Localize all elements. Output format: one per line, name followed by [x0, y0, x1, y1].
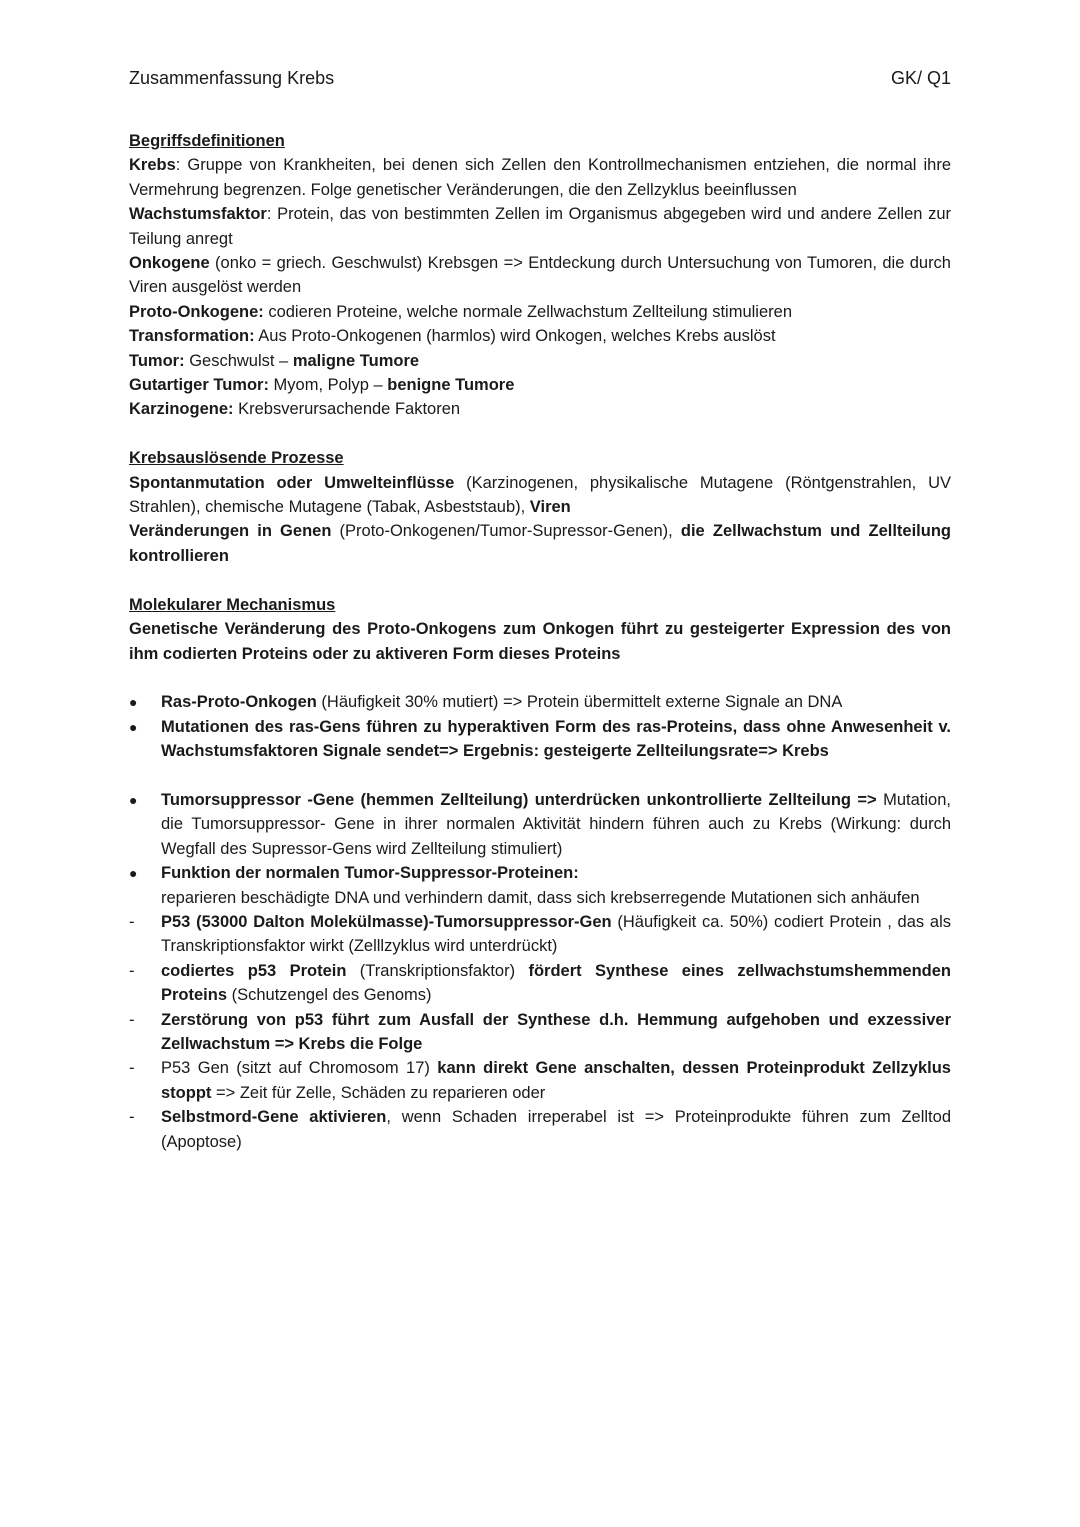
list-item: - P53 (53000 Dalton Molekülmasse)-Tumorsuppressor-Gen (Häufigkeit ca. 50%) codiert Protein , das als Transkriptionsfaktor wirkt (Zelllzyklus wird unterdrückt)	[129, 910, 951, 959]
definition-wachstumsfaktor: Wachstumsfaktor: Protein, das von bestimmten Zellen im Organismus abgegeben wird und andere Zellen zur Teilung anregt	[129, 205, 951, 248]
dash-icon: -	[129, 1059, 135, 1078]
process-veraenderungen: Veränderungen in Genen (Proto-Onkogenen/Tumor-Supressor-Genen), die Zellwachstum und Zellteilung kontrollieren	[129, 522, 951, 565]
list-item: ● Tumorsuppressor -Gene (hemmen Zellteilung) unterdrücken unkontrollierte Zellteilung => Mutation, die Tumorsuppressor- Gene in ihrer normalen Aktivität hindern führen auch zu Krebs (Wirkung: durch Wegfall des Supressor-Gens wird Zellteilung stimuliert)	[129, 788, 951, 861]
definition-onkogene: Onkogene (onko = griech. Geschwulst) Krebsgen => Entdeckung durch Untersuchung von Tumoren, die durch Viren ausgelöst werden	[129, 254, 951, 297]
definition-tumor: Tumor: Geschwulst – maligne Tumore	[129, 351, 420, 370]
list-item: ● Mutationen des ras-Gens führen zu hyperaktiven Form des ras-Proteins, dass ohne Anwesenheit v. Wachstumsfaktoren Signale sendet=> Ergebnis: gesteigerte Zellteilungsrate=> Krebs	[129, 715, 951, 764]
definition-gutartiger-tumor: Gutartiger Tumor: Myom, Polyp – benigne Tumore	[129, 376, 515, 395]
list-item: - codiertes p53 Protein (Transkriptionsfaktor) fördert Synthese eines zellwachstumshemmenden Proteins (Schutzengel des Genoms)	[129, 959, 951, 1008]
mechanism-intro: Genetische Veränderung des Proto-Onkogens zum Onkogen führt zu gesteigerter Expression des von ihm codierten Proteins oder zu aktiveren Form dieses Proteins	[129, 620, 951, 663]
list-item: - Selbstmord-Gene aktivieren, wenn Schaden irreperabel ist => Proteinprodukte führen zum Zelltod (Apoptose)	[129, 1105, 951, 1154]
list-item: ● Ras-Proto-Onkogen (Häufigkeit 30% mutiert) => Protein übermittelt externe Signale an DNA	[129, 690, 951, 714]
document-body	[129, 129, 951, 1154]
list-item: ● Funktion der normalen Tumor-Suppressor-Proteinen: reparieren beschädigte DNA und verhindern damit, dass sich krebserregende Mutationen sich anhäufen	[129, 861, 951, 910]
bullet-icon: ●	[129, 865, 138, 882]
list-item: - Zerstörung von p53 führt zum Ausfall der Synthese d.h. Hemmung aufgehoben und exzessiver Zellwachstum => Krebs die Folge	[129, 1008, 951, 1057]
definition-karzinogene: Karzinogene: Krebsverursachende Faktoren	[129, 400, 461, 419]
definition-proto-onkogene: Proto-Onkogene: codieren Proteine, welche normale Zellwachstum Zellteilung stimulieren	[129, 302, 792, 321]
list-item: - P53 Gen (sitzt auf Chromosom 17) kann direkt Gene anschalten, dessen Proteinprodukt Zellzyklus stoppt => Zeit für Zelle, Schäden zu reparieren oder	[129, 1056, 951, 1105]
bullet-icon: ●	[129, 791, 138, 808]
header-title: Zusammenfassung Krebs	[129, 68, 335, 88]
process-spontanmutation: Spontanmutation oder Umwelteinflüsse (Karzinogenen, physikalische Mutagene (Röntgenstrahlen, UV Strahlen), chemische Mutagene (Tabak, Asbeststaub), Viren	[129, 473, 951, 517]
dash-icon: -	[129, 1010, 135, 1029]
bullet-icon: ●	[129, 718, 138, 735]
bullet-icon: ●	[129, 694, 138, 711]
definition-transformation: Transformation: Aus Proto-Onkogenen (harmlos) wird Onkogen, welches Krebs auslöst	[129, 327, 776, 346]
dash-icon: -	[129, 961, 135, 980]
section-title-molekularer-mechanismus: Molekularer Mechanismus	[129, 595, 336, 614]
section-title-krebsausloesende-prozesse: Krebsauslösende Prozesse	[129, 449, 344, 468]
section-title-begriffsdefinitionen: Begriffsdefinitionen	[129, 132, 285, 150]
dash-icon: -	[129, 1108, 135, 1127]
definition-krebs: Krebs: Gruppe von Krankheiten, bei denen sich Zellen den Kontrollmechanismen entziehen, die normal ihre Vermehrung begrenzen. Folge genetischer Veränderungen, die den Zellzyklus beeinflussen	[129, 156, 951, 199]
header-course: GK/ Q1	[890, 68, 951, 88]
dash-icon: -	[129, 912, 135, 931]
